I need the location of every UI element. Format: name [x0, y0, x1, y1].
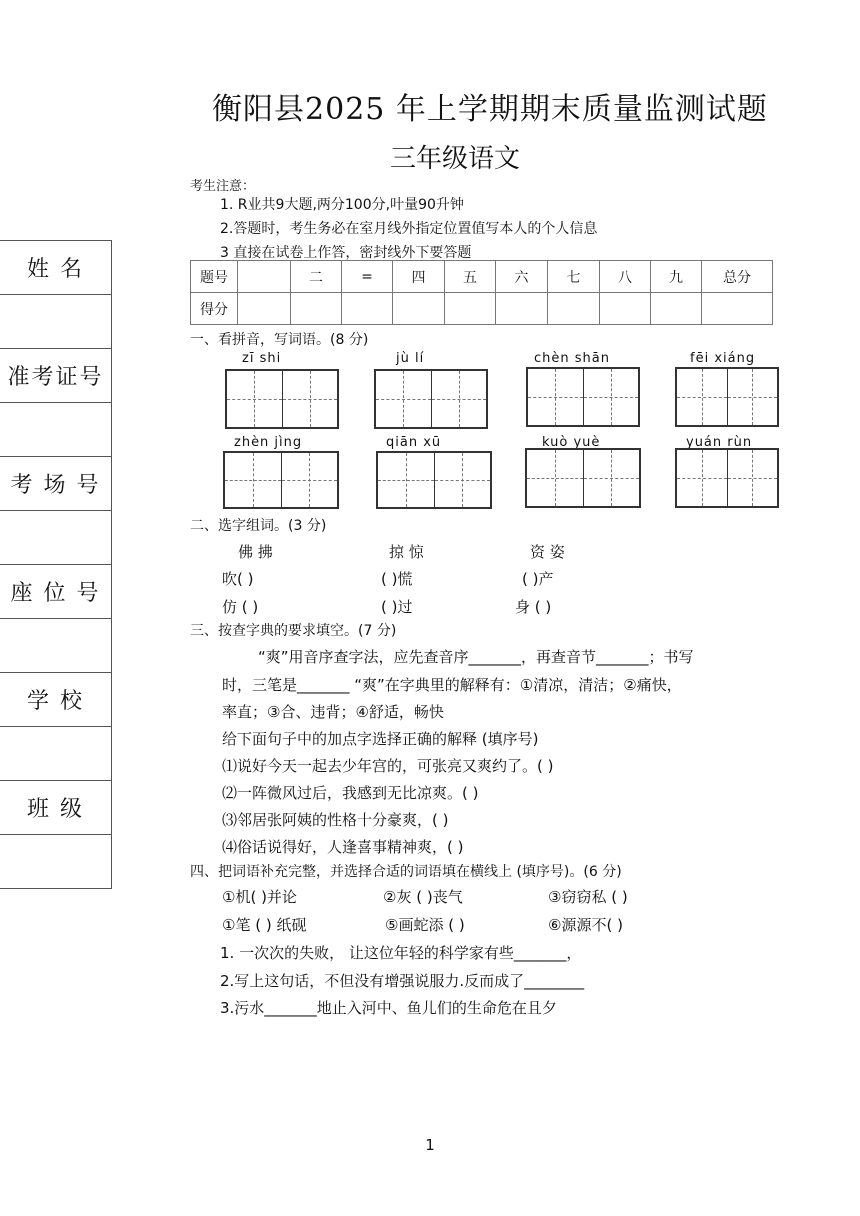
- score-header-cell: 四: [393, 261, 445, 293]
- notice-item: 2.答题时，考生务必在室月线外指定位置值写本人的个人信息: [220, 221, 598, 237]
- writing-grid[interactable]: [525, 448, 641, 508]
- score-header-cell: =: [342, 261, 393, 293]
- question-text: ⑵一阵微风过后，我感到无比凉爽。( ): [222, 784, 479, 802]
- fill-blank[interactable]: ⑤画蛇添 ( ): [385, 916, 465, 934]
- score-header-cell: 题号: [191, 261, 238, 293]
- pinyin-label: jù lí: [396, 351, 425, 366]
- section2-title: 二、选字组词。(3 分): [190, 518, 327, 534]
- writing-grid[interactable]: [526, 367, 640, 427]
- fill-blank[interactable]: 身 ( ): [515, 598, 552, 616]
- class-label: 班 级: [0, 781, 111, 835]
- notice-item: 3 直接在试卷上作答，密封线外下要答题: [220, 245, 472, 261]
- writing-grid[interactable]: [374, 369, 488, 429]
- pinyin-label: zhèn jìng: [234, 435, 303, 450]
- score-header-cell: 七: [548, 261, 600, 293]
- name-label: 姓 名: [0, 241, 111, 295]
- pinyin-label: fēi xiáng: [690, 351, 756, 366]
- class-field[interactable]: [0, 835, 111, 888]
- school-field[interactable]: [0, 727, 111, 781]
- sentence-blank[interactable]: 3.污水_______地止入河中、鱼儿们的生命危在且夕: [220, 999, 557, 1017]
- exam-id-label: 准考证号: [0, 349, 111, 403]
- fill-blank[interactable]: 仿 ( ): [222, 598, 259, 616]
- writing-grid[interactable]: [223, 451, 339, 509]
- notice-heading: 考生注意：: [190, 179, 256, 194]
- page-number: 1: [425, 1136, 435, 1154]
- question-text: 时，三笔是_______ “爽”在字典里的解释有：①清凉，清洁；②痛快，: [222, 676, 682, 694]
- exam-room-label: 考 场 号: [0, 457, 111, 511]
- exam-id-field[interactable]: [0, 403, 111, 457]
- writing-grid[interactable]: [225, 369, 339, 429]
- question-text: ⑷俗话说得好，人逢喜事精神爽，( ): [222, 838, 464, 856]
- student-info-panel: [0, 240, 112, 889]
- fill-blank[interactable]: ②灰 ( )丧气: [383, 888, 463, 906]
- pinyin-label: qiān xū: [386, 435, 442, 450]
- pinyin-label: yuán rùn: [686, 435, 753, 450]
- question-text: ⑴说好今天一起去少年宫的，可张亮又爽约了。( ): [222, 757, 554, 775]
- score-header-cell: 五: [445, 261, 496, 293]
- fill-blank[interactable]: ⑥源源不( ): [548, 916, 623, 934]
- fill-blank[interactable]: ( )过: [381, 598, 413, 616]
- score-cell[interactable]: [291, 293, 342, 325]
- question-text: “爽”用音序查字法，应先查音序_______，再查音节_______；书写: [258, 648, 694, 666]
- pinyin-label: kuò yuè: [542, 435, 601, 450]
- score-cell[interactable]: [342, 293, 393, 325]
- score-cell[interactable]: [702, 293, 773, 325]
- section4-title: 四、把词语补充完整，并选择合适的词语填在横线上 (填序号)。(6 分): [190, 864, 622, 880]
- name-field[interactable]: [0, 295, 111, 349]
- exam-title: 衡阳县2025 年上学期期末质量监测试题: [212, 92, 768, 127]
- score-header-cell: 二: [291, 261, 342, 293]
- exam-subtitle: 三年级语文: [389, 144, 520, 174]
- question-text: 给下面句子中的加点字选择正确的解释 (填序号): [222, 730, 539, 748]
- fill-blank[interactable]: ③窃窃私 ( ): [548, 888, 628, 906]
- score-table: [190, 260, 773, 325]
- fill-blank[interactable]: ( )慌: [381, 570, 413, 588]
- score-cell[interactable]: [445, 293, 496, 325]
- notice-item: 1. R业共9大题,两分100分,叶量90升钟: [220, 197, 464, 213]
- score-cell[interactable]: [496, 293, 548, 325]
- pinyin-label: zī shi: [242, 351, 282, 366]
- pinyin-label: chèn shān: [534, 351, 610, 366]
- score-header-cell: [238, 261, 291, 293]
- sentence-blank[interactable]: 2.写上这句话，不但没有增强说服力.反而成了________: [220, 972, 585, 990]
- score-header-cell: 九: [651, 261, 702, 293]
- sentence-blank[interactable]: 1. 一次次的失败， 让这位年轻的科学家有些_______，: [220, 944, 582, 962]
- writing-grid[interactable]: [376, 451, 492, 509]
- score-header-cell: 八: [600, 261, 651, 293]
- writing-grid[interactable]: [675, 367, 779, 427]
- score-row-label: 得分: [191, 293, 238, 325]
- exam-room-field[interactable]: [0, 511, 111, 565]
- score-cell[interactable]: [393, 293, 445, 325]
- score-header-cell: 总分: [702, 261, 773, 293]
- seat-field[interactable]: [0, 619, 111, 673]
- section1-title: 一、看拼音，写词语。(8 分): [190, 332, 369, 348]
- question-text: ⑶邻居张阿姨的性格十分豪爽，( ): [222, 811, 449, 829]
- score-header-cell: 六: [496, 261, 548, 293]
- char-pair: 资 姿: [530, 543, 565, 561]
- seat-label: 座 位 号: [0, 565, 111, 619]
- score-cell[interactable]: [651, 293, 702, 325]
- question-text: 率直；③合、违背；④舒适，畅快: [222, 703, 444, 721]
- writing-grid[interactable]: [675, 448, 779, 508]
- score-cell[interactable]: [238, 293, 291, 325]
- school-label: 学 校: [0, 673, 111, 727]
- char-pair: 掠 惊: [389, 543, 424, 561]
- fill-blank[interactable]: ①机( )并论: [222, 888, 297, 906]
- section3-title: 三、按查字典的要求填空。(7 分): [190, 623, 397, 639]
- score-cell[interactable]: [548, 293, 600, 325]
- fill-blank[interactable]: ( )产: [522, 570, 554, 588]
- fill-blank[interactable]: 吹( ): [222, 570, 254, 588]
- score-cell[interactable]: [600, 293, 651, 325]
- fill-blank[interactable]: ①笔 ( ) 纸砚: [222, 916, 307, 934]
- char-pair: 佛 拂: [238, 543, 273, 561]
